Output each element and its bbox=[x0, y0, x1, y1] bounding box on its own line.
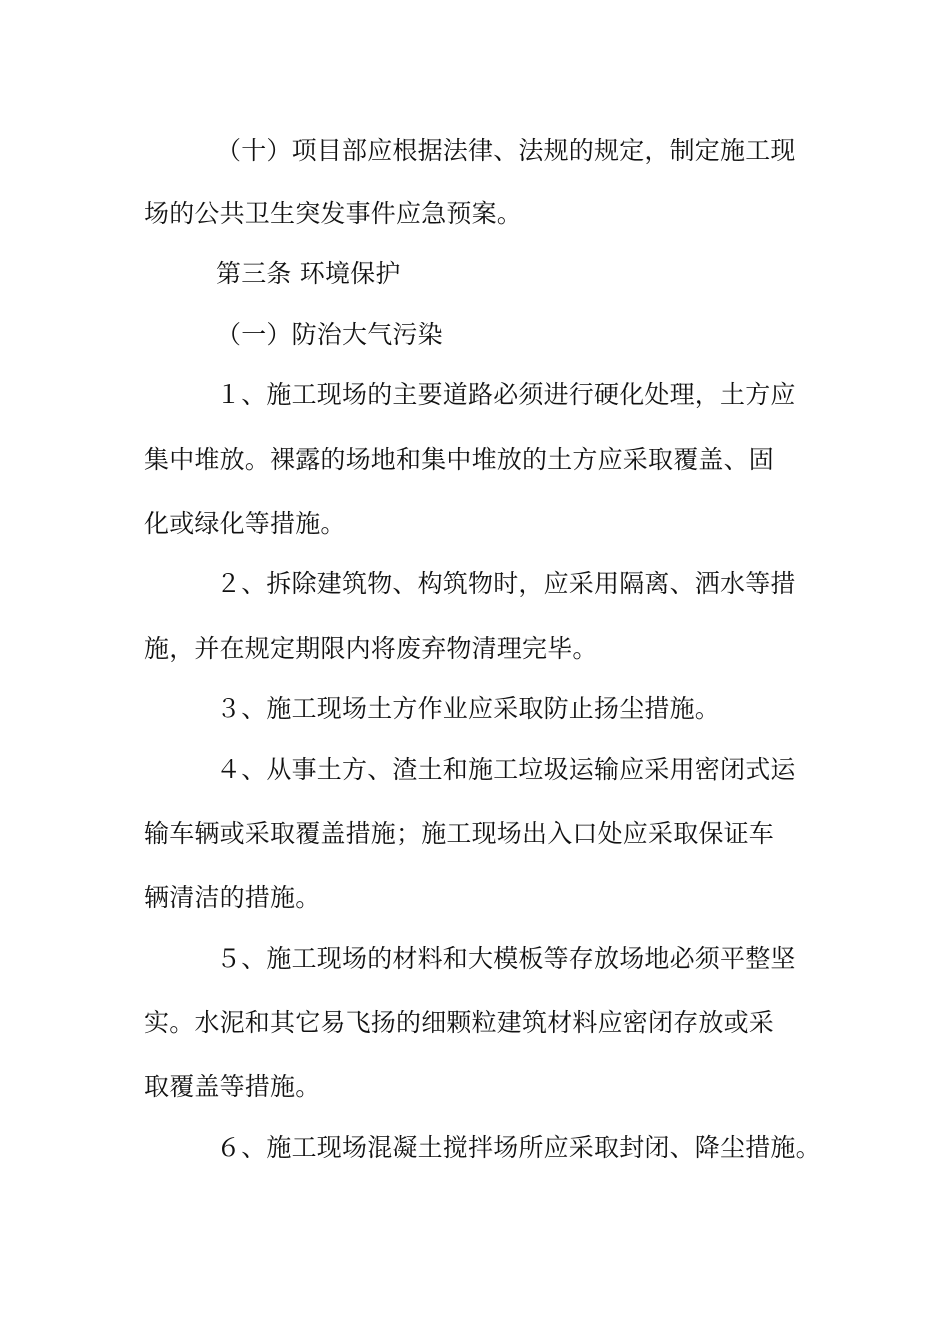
paragraph-line: 输车辆或采取覆盖措施；施工现场出入口处应采取保证车 bbox=[144, 819, 775, 848]
paragraph-line: 场的公共卫生突发事件应急预案。 bbox=[144, 199, 523, 228]
paragraph-line: ４、从事土方、渣土和施工垃圾运输应采用密闭式运 bbox=[216, 755, 796, 784]
paragraph-line: 实。水泥和其它易飞扬的细颗粒建筑材料应密闭存放或采 bbox=[144, 1008, 775, 1037]
paragraph-line: １、施工现场的主要道路必须进行硬化处理，土方应 bbox=[216, 380, 796, 409]
paragraph-line: 化或绿化等措施。 bbox=[144, 509, 346, 538]
subsection-heading: （一）防治大气污染 bbox=[216, 320, 443, 349]
paragraph-line: ６、施工现场混凝土搅拌场所应采取封闭、降尘措施。 bbox=[216, 1133, 821, 1162]
paragraph-line: ５、施工现场的材料和大模板等存放场地必须平整坚 bbox=[216, 944, 796, 973]
paragraph-line: ２、拆除建筑物、构筑物时，应采用隔离、洒水等措 bbox=[216, 569, 796, 598]
section-heading: 第三条 环境保护 bbox=[216, 259, 401, 288]
paragraph-line: ３、施工现场土方作业应采取防止扬尘措施。 bbox=[216, 694, 721, 723]
paragraph-line: 取覆盖等措施。 bbox=[144, 1072, 321, 1101]
paragraph-line: 施，并在规定期限内将废弃物清理完毕。 bbox=[144, 634, 598, 663]
paragraph-line: （十）项目部应根据法律、法规的规定，制定施工现 bbox=[216, 136, 796, 165]
paragraph-line: 辆清洁的措施。 bbox=[144, 883, 321, 912]
paragraph-line: 集中堆放。裸露的场地和集中堆放的土方应采取覆盖、固 bbox=[144, 445, 775, 474]
